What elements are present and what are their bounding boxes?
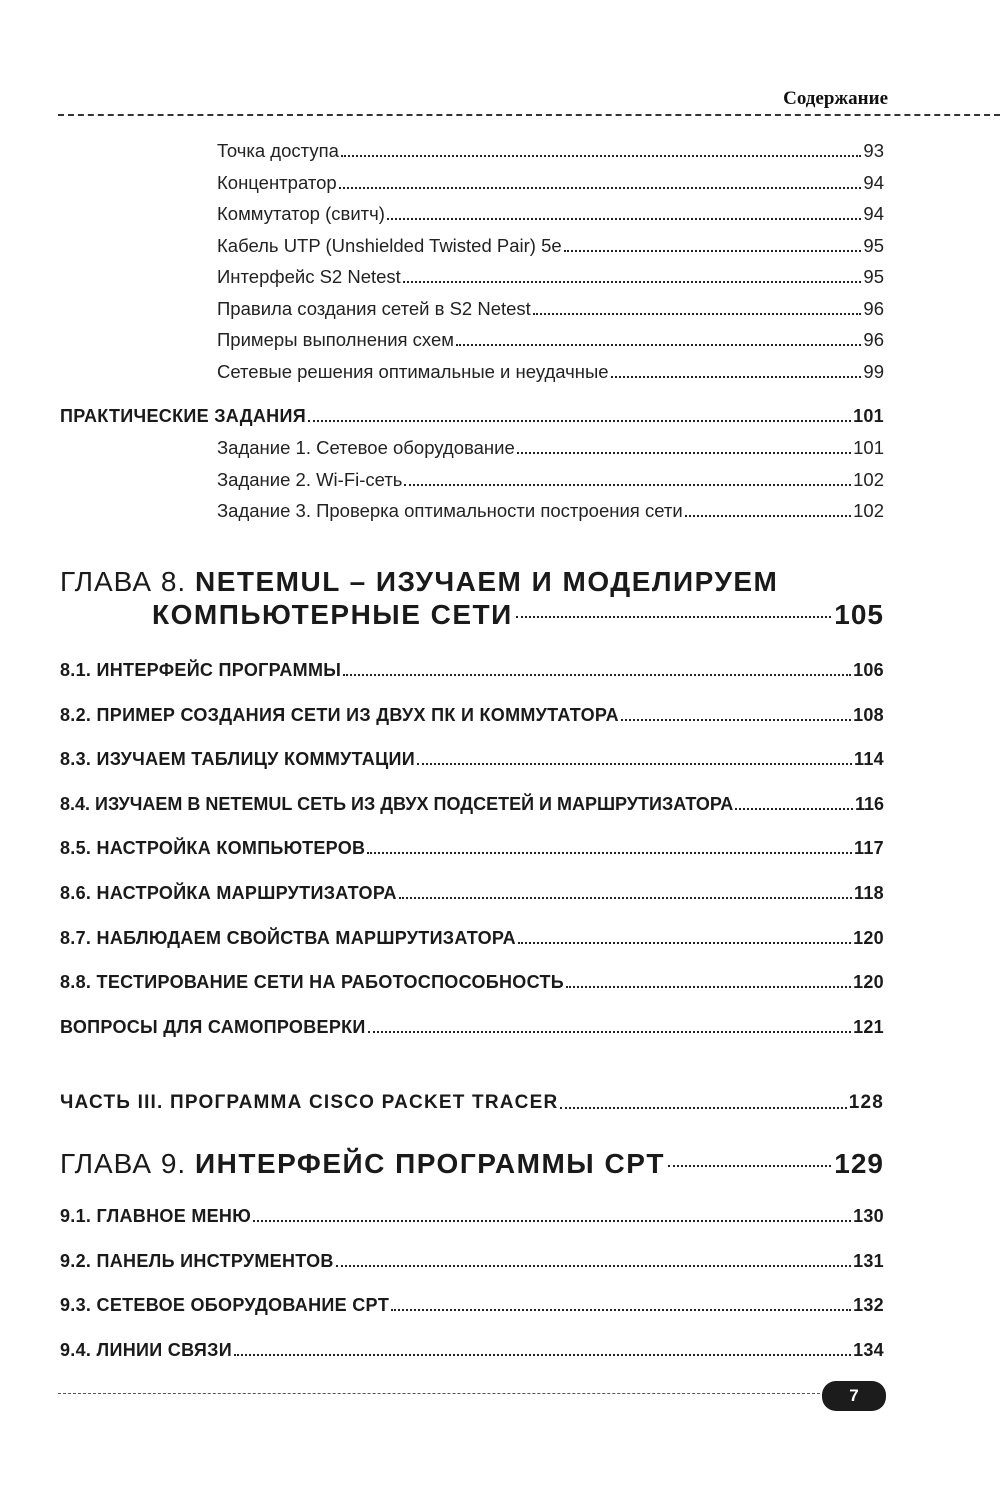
entry-title: Примеры выполнения схем	[217, 329, 454, 350]
toc-entry	[217, 298, 884, 320]
toc-section	[60, 1295, 884, 1316]
leader-dots	[611, 376, 862, 378]
section-page: 120	[853, 928, 884, 948]
page-number-badge: 7	[822, 1381, 886, 1411]
leader-dots	[533, 313, 862, 315]
toc-section	[60, 794, 884, 815]
part-title: ЧАСТЬ III. ПРОГРАММА CISCO PACKET TRACER	[60, 1092, 559, 1113]
chapter-title-line1: NETEMUL – ИЗУЧАЕМ И МОДЕЛИРУЕМ	[194, 566, 779, 597]
toc-section	[60, 1017, 884, 1038]
chapter-lead: ГЛАВА 9.	[60, 1148, 187, 1179]
section-page: 120	[853, 972, 884, 992]
chapter-title: ИНТЕРФЕЙС ПРОГРАММЫ CPT	[194, 1148, 665, 1179]
entry-page: 95	[863, 266, 884, 287]
toc-entry	[217, 469, 884, 491]
leader-dots	[368, 1031, 851, 1033]
section-title: 8.2. ПРИМЕР СОЗДАНИЯ СЕТИ ИЗ ДВУХ ПК И КОММУТАТОРА	[60, 705, 619, 725]
section-title: ВОПРОСЫ ДЛЯ САМОПРОВЕРКИ	[60, 1017, 366, 1037]
toc-section	[60, 972, 884, 993]
header-divider	[58, 114, 1000, 116]
toc-entry	[217, 437, 884, 459]
section-title: 8.5. НАСТРОЙКА КОМПЬЮТЕРОВ	[60, 838, 366, 858]
section-title: 9.3. СЕТЕВОЕ ОБОРУДОВАНИЕ CPT	[60, 1295, 390, 1315]
toc-entry	[217, 500, 884, 522]
section-page: 106	[853, 660, 884, 680]
entry-title: Задание 1. Сетевое оборудование	[217, 437, 515, 458]
entry-page: 99	[863, 361, 884, 382]
leader-dots	[417, 763, 852, 765]
leader-dots	[404, 484, 851, 486]
footer-divider	[58, 1393, 820, 1394]
leader-dots	[560, 1107, 846, 1109]
entry-page: 96	[863, 329, 884, 350]
entry-title: Концентратор	[217, 172, 337, 193]
toc-section	[60, 1340, 884, 1361]
entry-page: 94	[863, 203, 884, 224]
leader-dots	[336, 1265, 851, 1267]
section-page: 131	[853, 1251, 884, 1271]
part-page: 128	[848, 1092, 884, 1113]
entry-page: 102	[853, 500, 884, 521]
leader-dots	[391, 1309, 851, 1311]
leader-dots	[387, 218, 861, 220]
leader-dots	[516, 616, 831, 618]
leader-dots	[517, 452, 851, 454]
chapter-heading	[60, 566, 884, 638]
toc-section	[60, 660, 884, 681]
leader-dots	[685, 515, 851, 517]
section-page: 118	[854, 883, 884, 903]
section-title: 8.1. ИНТЕРФЕЙС ПРОГРАММЫ	[60, 660, 342, 680]
toc-entry	[217, 266, 884, 288]
entry-page: 93	[863, 140, 884, 161]
running-header: Содержание	[783, 88, 888, 109]
toc-section	[60, 1251, 884, 1272]
leader-dots	[341, 155, 862, 157]
toc-section	[60, 406, 884, 427]
section-page: 130	[853, 1206, 884, 1226]
toc-entry	[217, 172, 884, 194]
leader-dots	[308, 420, 851, 422]
toc-section	[60, 838, 884, 859]
section-title: 9.1. ГЛАВНОЕ МЕНЮ	[60, 1206, 252, 1226]
leader-dots	[367, 852, 852, 854]
leader-dots	[621, 719, 851, 721]
toc-section	[60, 1206, 884, 1227]
chapter-heading	[60, 1148, 884, 1180]
entry-page: 95	[863, 235, 884, 256]
leader-dots	[518, 942, 851, 944]
leader-dots	[564, 250, 862, 252]
part-heading	[60, 1092, 884, 1114]
chapter-title-line2: КОМПЬЮТЕРНЫЕ СЕТИ	[152, 599, 513, 630]
leader-dots	[735, 808, 853, 810]
leader-dots	[668, 1165, 831, 1167]
chapter-page: 129	[834, 1148, 884, 1179]
entry-title: Точка доступа	[217, 140, 339, 161]
toc-section	[60, 928, 884, 949]
toc-entry	[217, 140, 884, 162]
section-page: 117	[854, 838, 884, 858]
toc-entry	[217, 235, 884, 257]
section-title: ПРАКТИЧЕСКИЕ ЗАДАНИЯ	[60, 406, 306, 426]
toc-entry	[217, 203, 884, 225]
section-title: 8.6. НАСТРОЙКА МАРШРУТИЗАТОРА	[60, 883, 397, 903]
entry-page: 102	[853, 469, 884, 490]
toc-section	[60, 749, 884, 770]
chapter-page: 105	[834, 599, 884, 630]
toc-entry	[217, 361, 884, 383]
section-title: 8.3. ИЗУЧАЕМ ТАБЛИЦУ КОММУТАЦИИ	[60, 749, 416, 769]
leader-dots	[403, 281, 862, 283]
leader-dots	[339, 187, 862, 189]
leader-dots	[343, 674, 851, 676]
section-title: 9.2. ПАНЕЛЬ ИНСТРУМЕНТОВ	[60, 1251, 334, 1271]
section-page: 132	[853, 1295, 884, 1315]
entry-page: 96	[863, 298, 884, 319]
entry-title: Задание 3. Проверка оптимальности построения сети	[217, 500, 683, 521]
section-page: 121	[853, 1017, 884, 1037]
entry-page: 94	[863, 172, 884, 193]
entry-title: Задание 2. Wi-Fi-сеть	[217, 469, 403, 490]
entry-title: Правила создания сетей в S2 Netest	[217, 298, 531, 319]
leader-dots	[566, 986, 851, 988]
entry-title: Интерфейс S2 Netest	[217, 266, 401, 287]
section-page: 114	[854, 749, 884, 769]
section-page: 134	[853, 1340, 884, 1360]
section-title: 8.8. ТЕСТИРОВАНИЕ СЕТИ НА РАБОТОСПОСОБНОСТЬ	[60, 972, 564, 992]
section-title: 8.4. ИЗУЧАЕМ В NETEMUL СЕТЬ ИЗ ДВУХ ПОДСЕТЕЙ И МАРШРУТИЗАТОРА	[60, 794, 734, 814]
toc-entry	[217, 329, 884, 351]
leader-dots	[253, 1220, 851, 1222]
toc-section	[60, 705, 884, 726]
section-page: 101	[853, 406, 884, 426]
entry-page: 101	[853, 437, 884, 458]
entry-title: Кабель UTP (Unshielded Twisted Pair) 5e	[217, 235, 562, 256]
entry-title: Сетевые решения оптимальные и неудачные	[217, 361, 609, 382]
section-page: 108	[853, 705, 884, 725]
section-title: 9.4. ЛИНИИ СВЯЗИ	[60, 1340, 232, 1360]
section-page: 116	[854, 794, 884, 814]
leader-dots	[234, 1354, 851, 1356]
toc-section	[60, 883, 884, 904]
leader-dots	[399, 897, 852, 899]
leader-dots	[456, 344, 861, 346]
entry-title: Коммутатор (свитч)	[217, 203, 385, 224]
section-title: 8.7. НАБЛЮДАЕМ СВОЙСТВА МАРШРУТИЗАТОРА	[60, 928, 516, 948]
chapter-lead: ГЛАВА 8.	[60, 566, 187, 597]
